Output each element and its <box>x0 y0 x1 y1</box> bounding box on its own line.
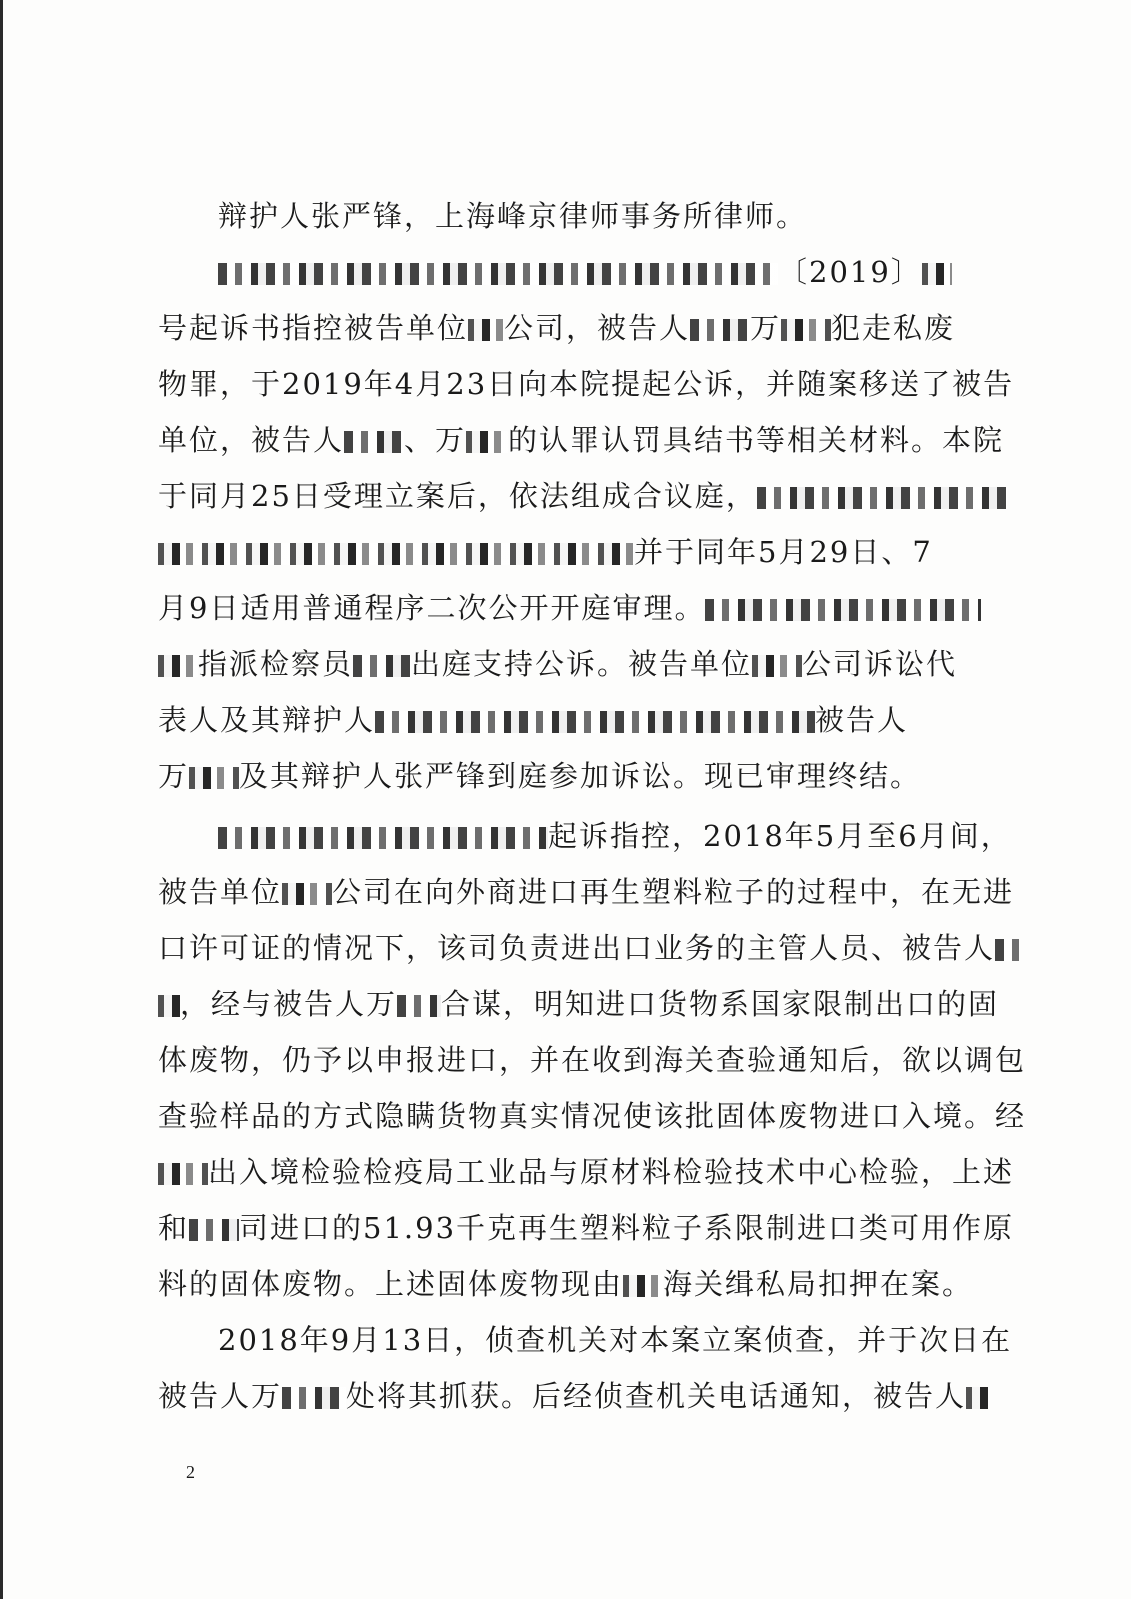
text-line: 起诉指控，2018年5月至6月间， <box>218 818 1012 854</box>
text-line: 单位，被告人 、万 的认罪认罚具结书等相关材料。本院 <box>158 423 1005 457</box>
redaction-block <box>781 319 831 341</box>
text-line: 辩护人张严锋，上海峰京律师事务所律师。 <box>218 199 808 233</box>
redaction-block <box>995 939 1019 961</box>
text-line: 被告单位 公司在向外商进口再生塑料粒子的过程中，在无进 <box>158 875 1015 909</box>
redaction-block <box>218 263 778 285</box>
redaction-block <box>189 1219 239 1241</box>
redaction-block <box>752 655 802 677</box>
redaction-block <box>623 1275 663 1297</box>
scan-edge <box>0 0 3 1599</box>
redaction-block <box>922 263 952 285</box>
redaction-block <box>466 431 508 453</box>
page-number: 2 <box>186 1462 195 1482</box>
text-line: 月9日适用普通程序二次公开开庭审理。 <box>158 590 981 626</box>
text-line: ，经与被告人万 合谋，明知进口货物系国家限制出口的固 <box>158 986 999 1022</box>
redaction-block <box>353 655 411 677</box>
redaction-block <box>705 599 981 621</box>
redaction-block <box>757 487 1007 509</box>
text-line: 查验样品的方式隐瞒货物真实情况使该批固体废物进口入境。经 <box>158 1099 1027 1133</box>
text-line: 2018年9月13日，侦查机关对本案立案侦查，并于次日在 <box>218 1323 1013 1357</box>
text-line: 〔2019〕 <box>218 254 952 290</box>
text-line: 口许可证的情况下，该司负责进出口业务的主管人员、被告人 <box>158 930 1019 966</box>
redaction-block <box>344 431 404 453</box>
redaction-block <box>158 655 198 677</box>
redaction-block <box>966 1387 990 1409</box>
text-line: 号起诉书指控被告单位 公司，被告人 万 犯走私废 <box>158 311 956 345</box>
text-line: 出入境检验检疫局工业品与原材料检验技术中心检验，上述 <box>158 1154 1014 1190</box>
redaction-block <box>282 883 332 905</box>
redaction-block <box>375 711 815 733</box>
redaction-block <box>158 1163 208 1185</box>
text-line: 于同月25日受理立案后，依法组成合议庭， <box>158 478 1007 514</box>
redaction-block <box>189 767 239 789</box>
text-line: 物罪，于2019年4月23日向本院提起公诉，并随案移送了被告 <box>158 367 1015 401</box>
redaction-block <box>690 319 750 341</box>
text-line: 被告人万 处将其抓获。后经侦查机关电话通知，被告人 <box>158 1378 990 1414</box>
text-line: 并于同年5月29日、7 <box>158 534 933 570</box>
redaction-block <box>218 827 548 849</box>
redaction-block <box>468 319 504 341</box>
text-line: 万 及其辩护人张严锋到庭参加诉讼。现已审理终结。 <box>158 759 922 793</box>
redaction-block <box>282 1387 346 1409</box>
redaction-block <box>158 995 180 1017</box>
redaction-block <box>397 995 441 1017</box>
text-line: 表人及其辩护人 被告人 <box>158 703 909 737</box>
text-line: 料的固体废物。上述固体废物现由 海关缉私局扣押在案。 <box>158 1267 974 1301</box>
text-line: 指派检察员 出庭支持公诉。被告单位 公司诉讼代 <box>158 646 957 682</box>
text-line: 体废物，仍予以申报进口，并在收到海关查验通知后，欲以调包 <box>158 1043 1027 1077</box>
text-line: 和 司进口的51.93千克再生塑料粒子系限制进口类可用作原 <box>158 1211 1015 1245</box>
redaction-block <box>158 543 634 565</box>
